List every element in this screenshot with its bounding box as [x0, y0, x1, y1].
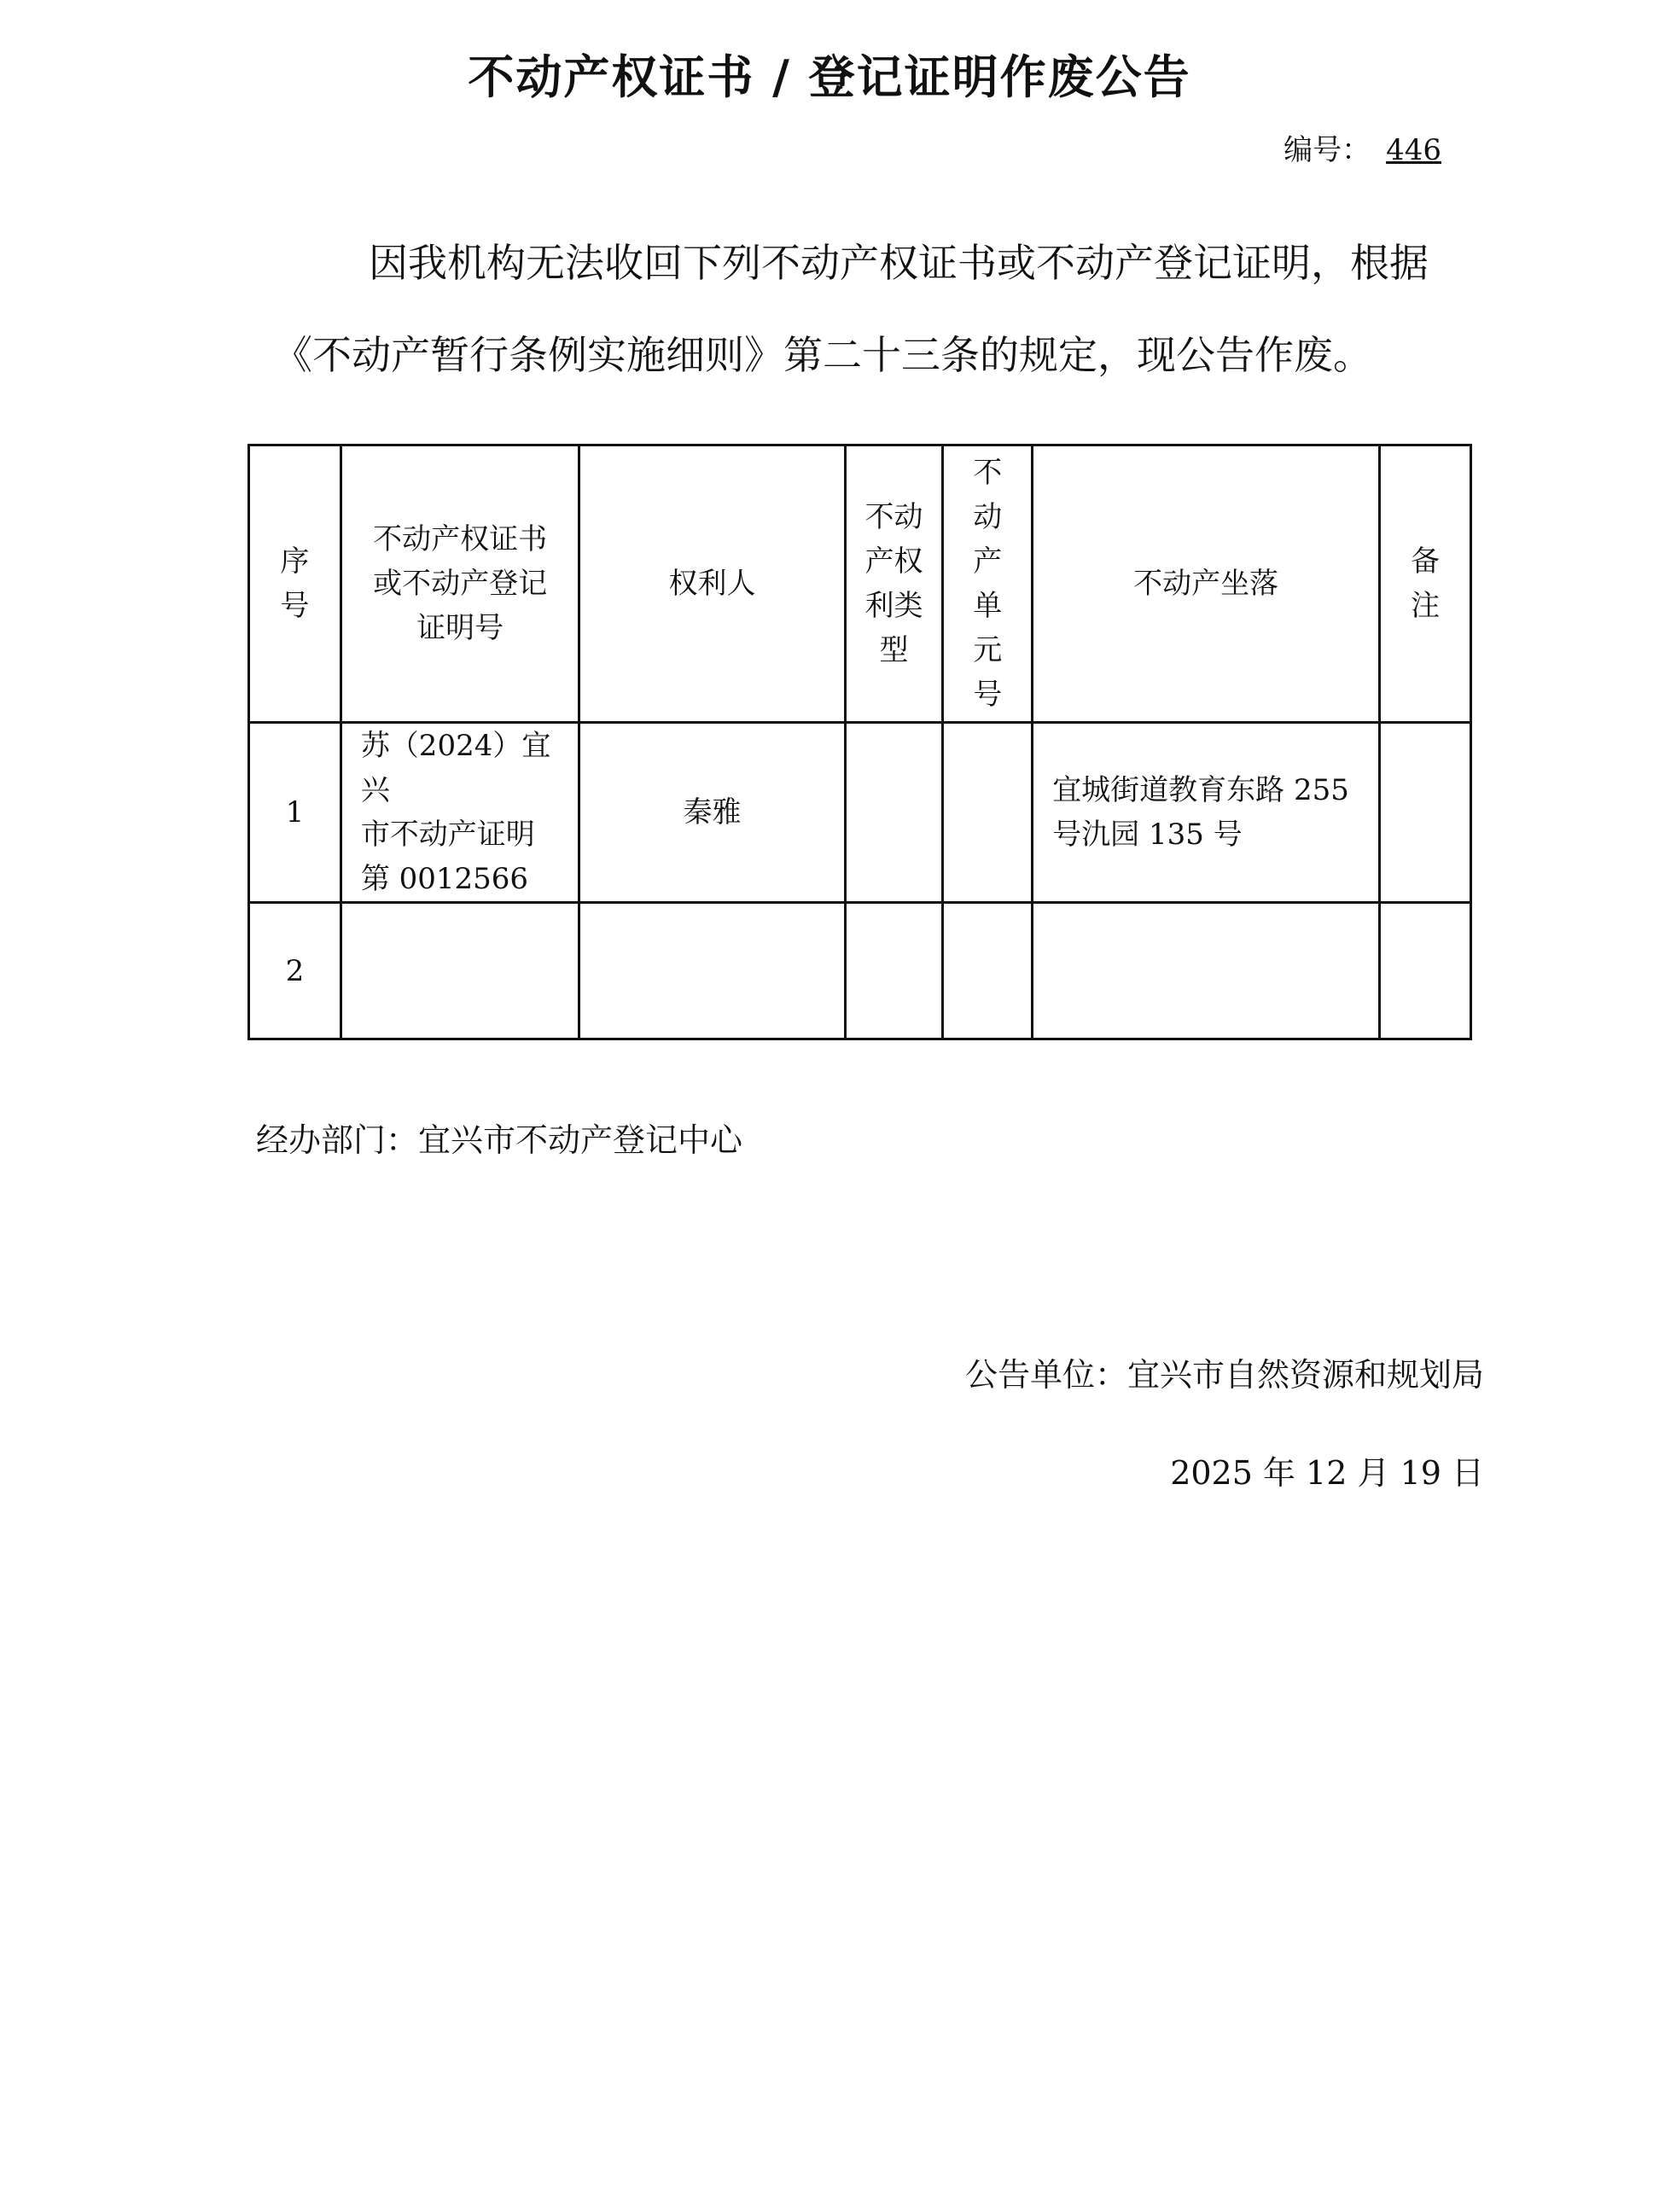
- cell-seq: 1: [249, 723, 341, 903]
- cell-location: [1033, 903, 1380, 1039]
- cell-right-type: [845, 723, 943, 903]
- intro-line-2: 《不动产暂行条例实施细则》第二十三条的规定，现公告作废。: [273, 332, 1372, 378]
- cell-holder: 秦雅: [579, 723, 845, 903]
- table-row: [249, 903, 1471, 1039]
- announcement-date: 2025 年 12 月 19 日: [1170, 1454, 1484, 1492]
- header-cert-number: 不动产权证书 或不动产登记 证明号: [341, 445, 579, 723]
- intro-paragraph: [273, 217, 1485, 401]
- cell-holder: [579, 903, 845, 1039]
- header-seq: 序 号: [249, 445, 341, 723]
- cell-right-type: [845, 903, 943, 1039]
- cell-cert-number: 苏（2024）宜兴 市不动产证明 第 0012566: [341, 723, 579, 903]
- document-number-value: 446: [1386, 133, 1441, 167]
- header-holder: 权利人: [579, 445, 845, 723]
- document-number-label: 编号：: [1284, 133, 1371, 167]
- cell-cert-number: [341, 903, 579, 1039]
- header-note: 备 注: [1380, 445, 1471, 723]
- document-number: [1284, 126, 1441, 168]
- cell-location: 宜城街道教育东路 255 号氿园 135 号: [1033, 723, 1380, 903]
- table-row: [249, 723, 1471, 903]
- cell-unit-number: [943, 903, 1033, 1039]
- voided-certificates-table: [247, 444, 1472, 1040]
- header-location: 不动产坐落: [1033, 445, 1380, 723]
- cell-seq: 2: [249, 903, 341, 1039]
- header-unit-number: 不 动 产 单 元 号: [943, 445, 1033, 723]
- table-header-row: [249, 445, 1471, 723]
- cell-unit-number: [943, 723, 1033, 903]
- handling-department: 经办部门：宜兴市不动产登记中心: [256, 1121, 743, 1159]
- issuing-authority: 公告单位：宜兴市自然资源和规划局: [964, 1356, 1484, 1394]
- intro-line-1: 因我机构无法收回下列不动产权证书或不动产登记证明，根据: [369, 240, 1429, 286]
- cell-note: [1380, 723, 1471, 903]
- header-right-type: 不动 产权 利类 型: [845, 445, 943, 723]
- cell-note: [1380, 903, 1471, 1039]
- document-title: 不动产权证书 / 登记证明作废公告: [468, 50, 1191, 104]
